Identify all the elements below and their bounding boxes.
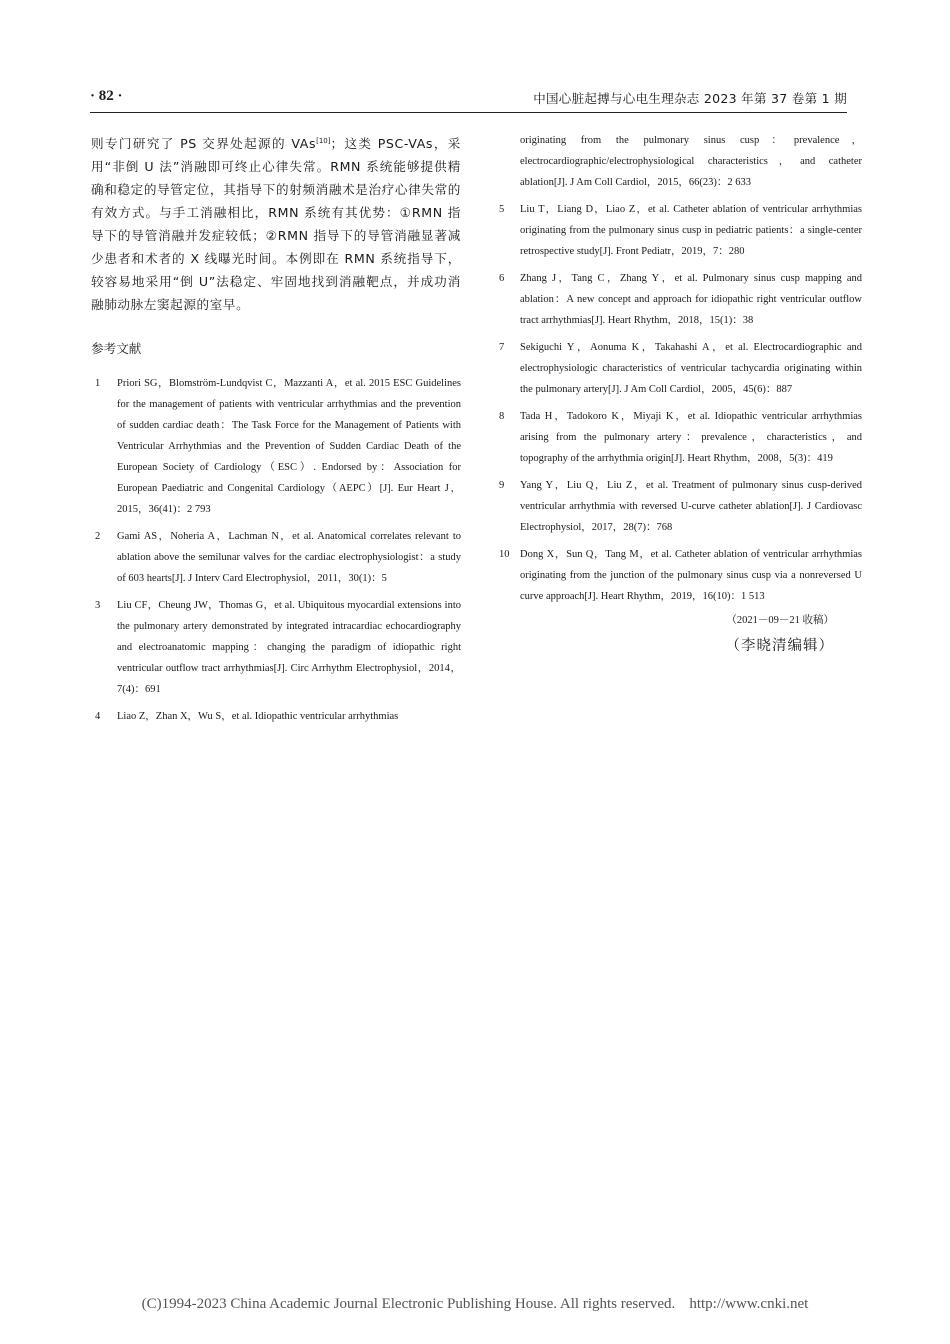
- reference-text: Liu CF，Cheung JW，Thomas G，et al. Ubiquitous myocardial extensions into the pulmonary artery demonstrated by integrated intracardiac echocardiography and electroanatomic mapping：changing the paradigm of idiopathic right ventricular outflow tract arrhythmias[J]. Circ Arrhythm Electrophysiol，2014，7(4)：691: [117, 600, 461, 696]
- reference-text: Gami AS，Noheria A，Lachman N，et al. Anatomical correlates relevant to ablation above the semilunar valves for the cardiac electrophysiologist：a study of 603 hearts[J]. J Interv Card Electrophysiol，2011，30(1)：5: [117, 531, 461, 585]
- reference-text: Liao Z，Zhan X，Wu S，et al. Idiopathic ventricular arrhythmias: [117, 711, 399, 723]
- left-column: [91, 130, 461, 733]
- reference-text: Dong X，Sun Q，Tang M，et al. Catheter ablation of ventricular arrhythmias originating from the junction of the pulmonary sinus cusp via a nonreversed U curve approach[J]. Heart Rhythm，2019，16(10)：1 513: [520, 549, 862, 602]
- reference-item: [91, 526, 461, 589]
- reference-number: 2: [95, 531, 101, 543]
- references-heading: 参考文献: [91, 341, 142, 357]
- citation-superscript[interactable]: [10]: [316, 137, 331, 145]
- body-paragraph: [91, 130, 461, 316]
- reference-text: Zhang J，Tang C，Zhang Y，et al. Pulmonary sinus cusp mapping and ablation：A new concept and approach for idiopathic right ventricular outflow tract arrhythmias[J]. Heart Rhythm，2018，15(1)：38: [520, 273, 862, 326]
- reference-number: 10: [499, 549, 510, 560]
- body-text-part: 则专门研究了 PS 交界处起源的 VAs: [91, 136, 317, 152]
- reference-number: 8: [499, 411, 505, 422]
- right-column: [500, 130, 862, 655]
- reference-item: [91, 373, 461, 520]
- copyright-text: (C)1994-2023 China Academic Journal Electronic Publishing House. All rights reserved.: [141, 1296, 676, 1312]
- reference-item: [500, 544, 862, 607]
- reference-text: Yang Y，Liu Q，Liu Z，et al. Treatment of pulmonary sinus cusp-derived ventricular arrhythmia with reversed U-curve catheter ablation[J]. J Cardiovasc Electrophysiol，2017，28(7)：768: [520, 480, 862, 533]
- reference-number: 5: [499, 204, 505, 215]
- page-number: · 82 ·: [90, 88, 123, 104]
- reference-item: [500, 475, 862, 538]
- reference-number: 7: [499, 342, 505, 353]
- reference-number: 6: [499, 273, 505, 284]
- received-date: （2021－09－21 收稿）: [726, 615, 834, 626]
- reference-item-continued: [500, 130, 862, 193]
- journal-title: 中国心脏起搏与心电生理杂志 2023 年第 37 卷第 1 期: [533, 91, 847, 106]
- reference-text: Tada H，Tadokoro K，Miyaji K，et al. Idiopathic ventricular arrhythmias arising from the pulmonary artery：prevalence，characteristics，and topography of the arrhythmia origin[J]. Heart Rhythm，2008，5(3)：419: [520, 411, 862, 464]
- reference-text: Liu T，Liang D，Liao Z，et al. Catheter ablation of ventricular arrhythmias originating from the pulmonary sinus cusp in pediatric patients：a single-center retrospective study[J]. Front Pediatr，2019，7：280: [520, 204, 862, 257]
- reference-item: [91, 595, 461, 700]
- reference-number: 9: [499, 480, 505, 491]
- copyright-footer: [0, 1296, 950, 1313]
- reference-number: 4: [95, 711, 101, 723]
- reference-item: [91, 706, 461, 727]
- reference-item: [500, 406, 862, 469]
- reference-number: 1: [95, 378, 101, 390]
- reference-item: [500, 268, 862, 331]
- reference-item: [500, 199, 862, 262]
- cnki-link[interactable]: http://www.cnki.net: [689, 1296, 809, 1312]
- reference-item: [500, 337, 862, 400]
- reference-number: 3: [95, 600, 101, 612]
- reference-text: Priori SG，Blomström-Lundqvist C，Mazzanti A，et al. 2015 ESC Guidelines for the management of patients with ventricular arrhythmias and the prevention of sudden cardiac death：The Task Force for the Management of Patients with Ventricular Arrhythmias and the Prevention of Sudden Cardiac Death of the European Society of Cardiology（ESC）. Endorsed by：Association for European Paediatric and Congenital Cardiology（AEPC）[J]. Eur Heart J，2015，36(41)：2 793: [117, 378, 461, 516]
- reference-text: Sekiguchi Y，Aonuma K，Takahashi A，et al. Electrocardiographic and electrophysiologic characteristics of ventricular tachycardia originating within the pulmonary artery[J]. J Am Coll Cardiol，2005，45(6)：887: [520, 342, 862, 395]
- reference-text: originating from the pulmonary sinus cusp：prevalence，electrocardiographic/electrophysiological characteristics，and catheter ablation[J]. J Am Coll Cardiol，2015，66(23)：2 633: [520, 135, 862, 188]
- editor-credit: （李晓清编辑）: [725, 638, 834, 654]
- body-text-part: ；这类 PSC-VAs，采用“非倒 U 法”消融即可终止心律失常。RMN 系统能够提供精确和稳定的导管定位，其指导下的射频消融术是治疗心律失常的有效方式。与手工消融相比，RMN 系统有其优势：①RMN 指导下的导管消融并发症较低；②RMN 指导下的导管消融显著减少患者和术者的 X 线曝光时间。本例即在 RMN 系统指导下，较容易地采用“倒 U”法稳定、牢固地找到消融靶点，并成功消融肺动脉左窦起源的室早。: [91, 136, 461, 313]
- running-header: [90, 88, 847, 113]
